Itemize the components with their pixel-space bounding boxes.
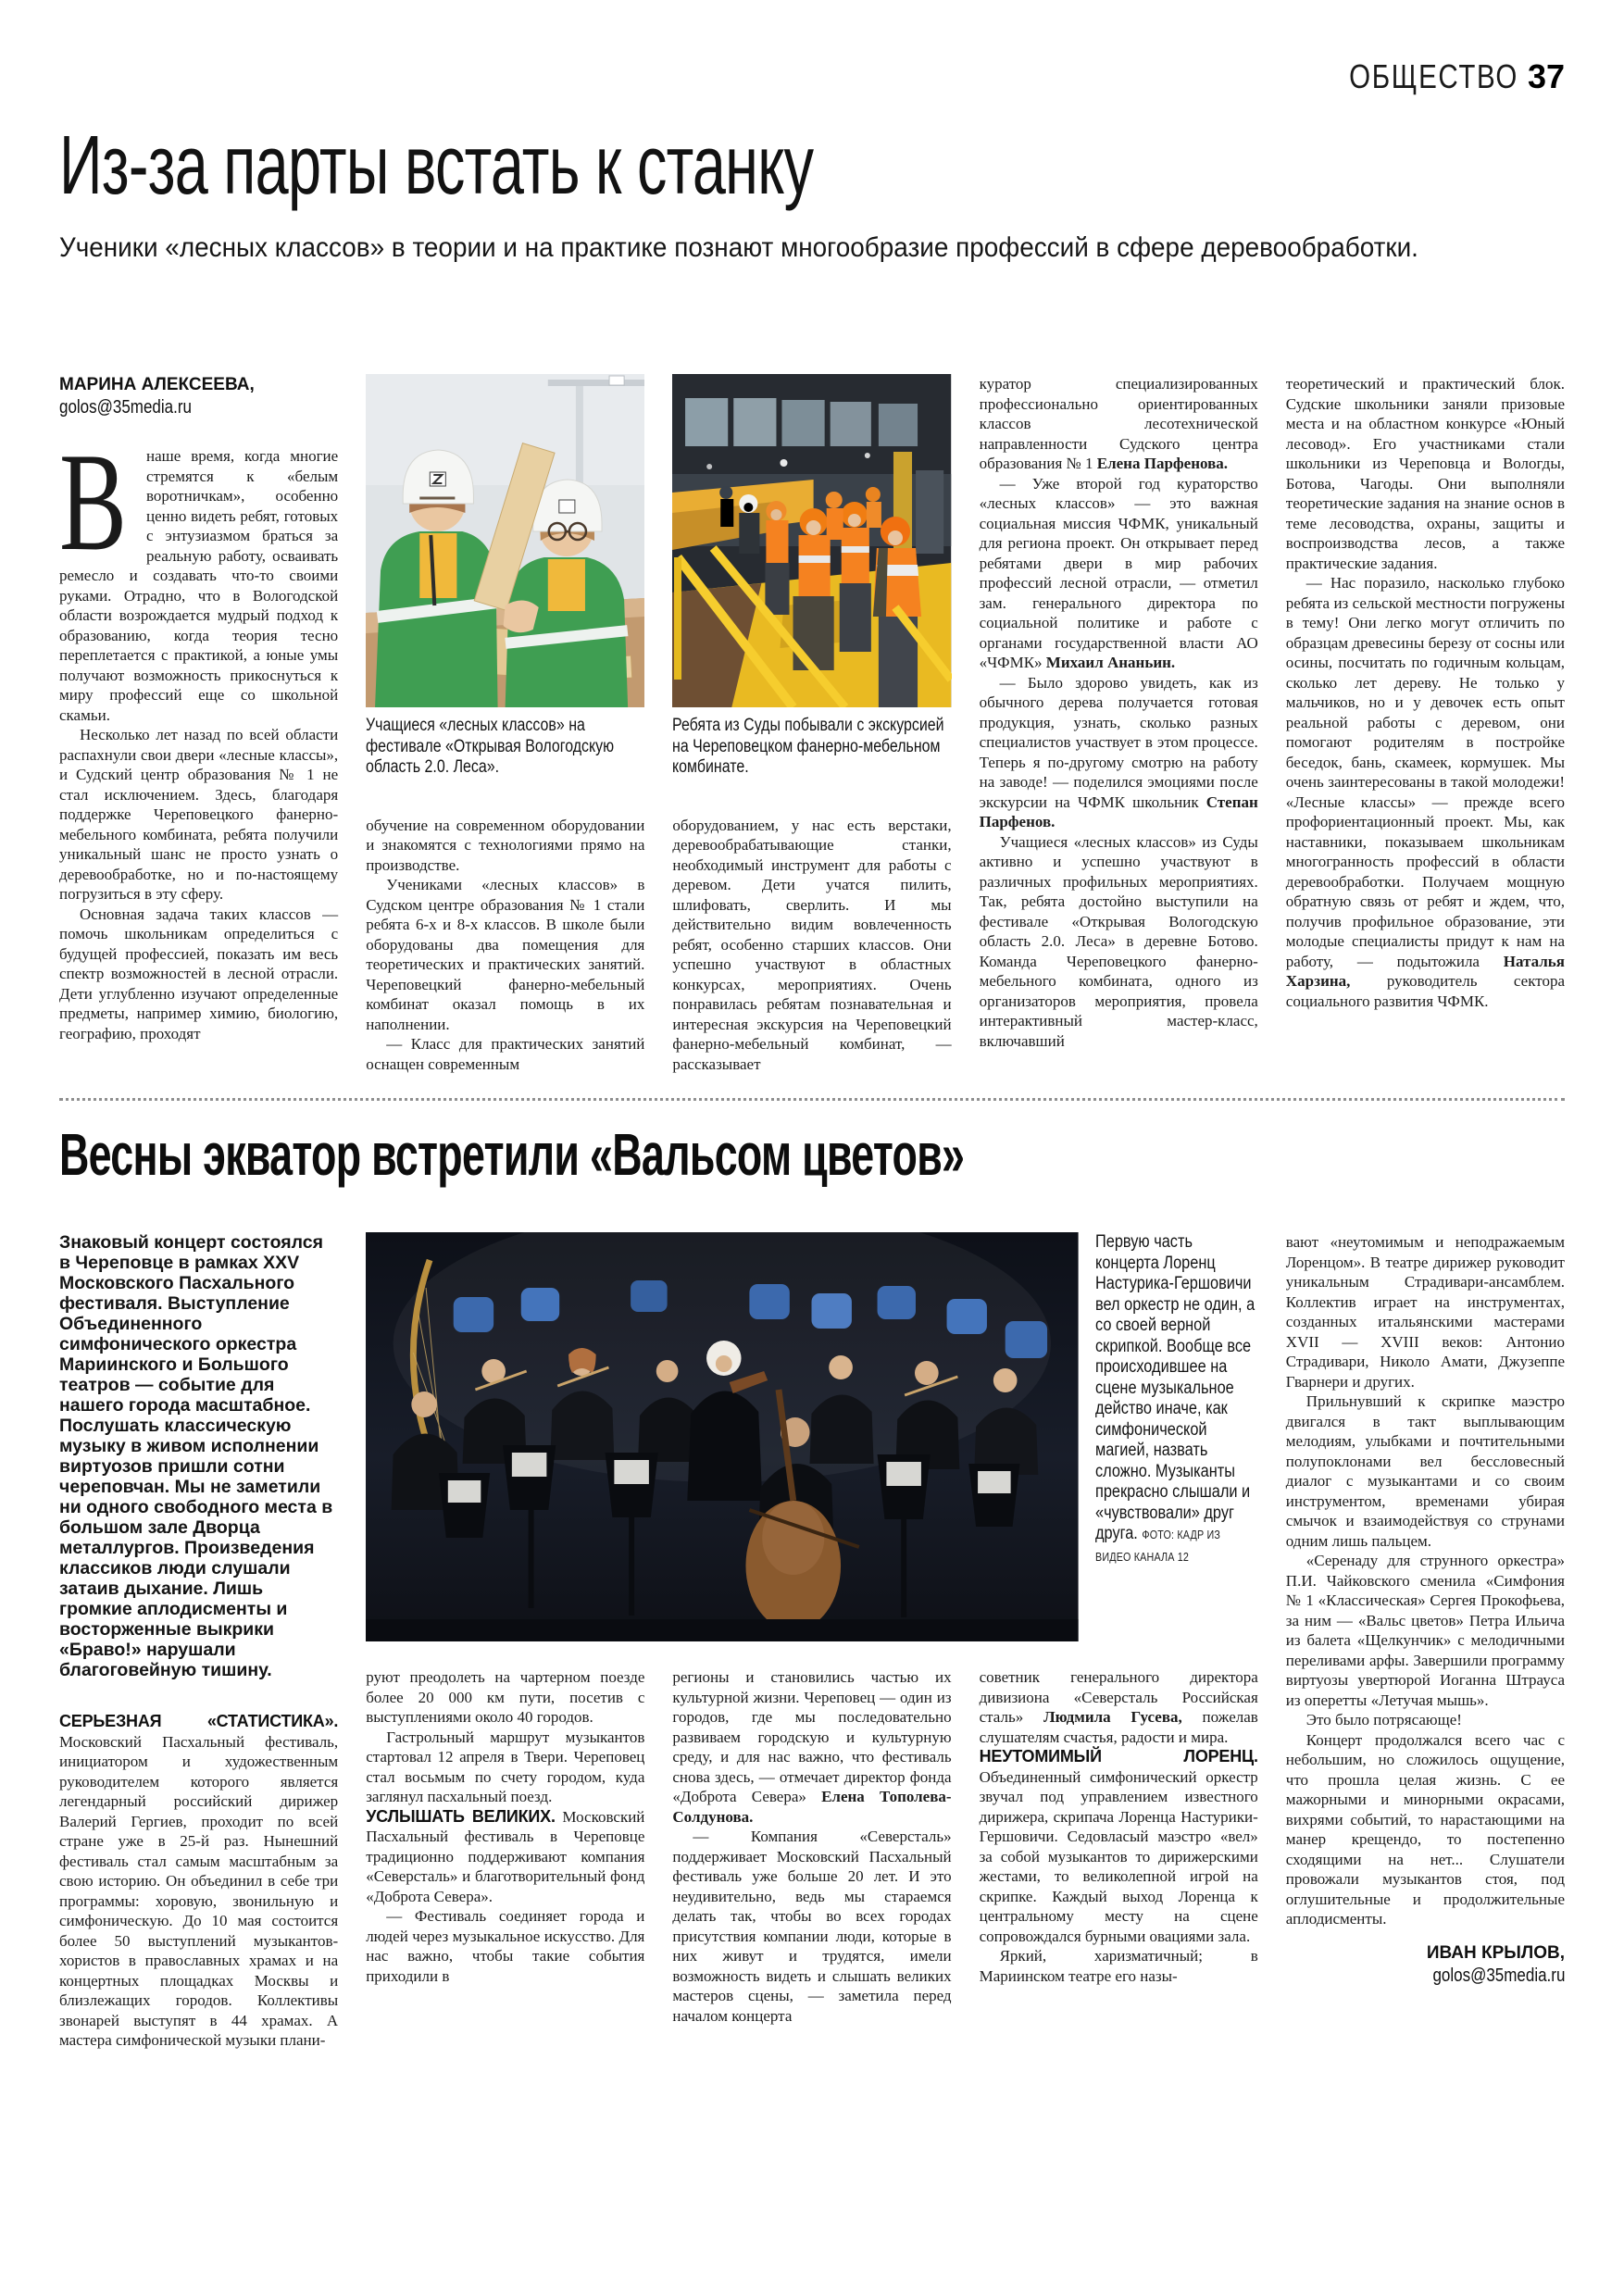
page-header (59, 57, 1565, 98)
person-name: Степан Парфенов. (979, 792, 1258, 830)
article2-mid-columns (366, 1667, 1258, 2026)
photo1-caption: Учащиеся «лесных классов» на фестивале «Открывая Вологодскую область 2.0. Леса». (366, 716, 615, 777)
article1-col4 (980, 374, 1258, 1074)
byline-author: МАРИНА АЛЕКСЕЕВА, (59, 375, 255, 394)
article2-col1 (59, 1232, 338, 2051)
article2-lede: Знаковый концерт состоялся в Череповце в рамках XXV Московского Пасхального фестиваля. Выступление Объединенного симфонического оркестра Мариинского и Большого театров — событие для нашего города масштабное. Послушать классическую музыку в живом исполнении виртуозов пришли сотни череповчан. Мы не заметили ни одного свободного места в большом зале Дворца металлургов. Произведения классиков люди слушали затаив дыхание. Лишь громкие аплодисменты и восторженные выкрики «Браво!» нарушали благоговейную тишину. (59, 1232, 333, 1680)
photo-orchestra-concert (366, 1232, 1079, 1641)
subhead-hear-the-greats: УСЛЫШАТЬ ВЕЛИКИХ. (366, 1806, 556, 1826)
body-paragraph: теоретический и практический блок. Судские школьники заняли призовые места и на областном конкурсе «Юный лесовод». Его участниками стали школьники из Череповца и Вологды, Ботова, Чагоды. Они выполняли теоретические задания на знание основ в теме лесоводства, охраны, защиты и воспроизводства лесов, а также практические задания. (1285, 375, 1565, 572)
person-name: Наталья Харзина, (1285, 952, 1565, 990)
body-paragraph: куратор специализированных профессионально ориентированных классов лесотехнической направленности Судского центра образования № 1 Елена Парфенова. (979, 375, 1258, 472)
person-name: Елена Парфенова. (1096, 455, 1229, 472)
body-paragraph: оборудованием, у нас есть верстаки, деревообрабатывающие станки, необходимый инструмент для работы с деревом. Дети учатся пилить, шлифовать, сверлить. И мы действительно видим вовлеченность ребят, особенно старших классов. Они успешно участвуют в областных конкурсах, мероприятиях. Очень понравилась ребятам познавательная и интересная экскурсия на Череповецкий фанерно-мебельный комбинат, — рассказывает (672, 816, 952, 1073)
photo2-caption: Ребята из Суды побывали с экскурсией на Череповецком фанерно-мебельном комбинате. (672, 716, 944, 777)
photo-credit: ФОТО: КАДР ИЗ ВИДЕО КАНАЛА 12 (1094, 1529, 1220, 1564)
article1-columns (59, 374, 1565, 1074)
photo-factory-excursion (672, 374, 951, 707)
photo-forest-class-students (366, 374, 644, 707)
subhead-tireless-lorenz: НЕУТОМИМЫЙ ЛОРЕНЦ. (979, 1747, 1258, 1766)
orchestra-photo (366, 1232, 1079, 1641)
person-name: Людмила Гусева, (1043, 1708, 1182, 1726)
article1-col2 (366, 374, 644, 1074)
article2-col4 (980, 1667, 1258, 2026)
body-paragraph: Концерт продолжался всего час с небольшим, но сложилось ощущение, что прошла целая жизнь. С ее мажорными и минорными окрасами, вихрями событий, то нарастающими на манер крещендо, то постепенно сходящими на нет... Слушатели провожали музыкантов стоя, под оглушительные и продолжительные аплодисменты. (1285, 1730, 1565, 1928)
body-paragraph: регионы и становились частью их культурной жизни. Череповец — один из городов, где мы последовательно развиваем городскую и культурную среду, и для нас важно, что фестиваль снова здесь, — отмечает директор фонда «Доброта Севера» Елена Тополева-Солдунова. (672, 1668, 952, 1826)
article-forest-classes (59, 119, 1565, 1074)
body-paragraph: Гастрольный маршрут музыкантов стартовал 12 апреля в Твери. Череповец стал восьмым по счету городом, куда заглянул пасхальный поезд. (366, 1728, 645, 1805)
page-number: 37 (1527, 57, 1565, 95)
article2-col2 (366, 1667, 644, 2026)
factory-tour-photo (672, 374, 951, 707)
forest-class-photo (366, 374, 644, 707)
article2-columns (59, 1232, 1565, 2051)
body-paragraph: СЕРЬЕЗНАЯ «СТАТИСТИКА». Московский Пасхальный фестиваль, инициатором и художественным руководителем которого является легендарный российский дирижер Валерий Гергиев, проходит по всей стране уже в 25-й раз. Нынешний фестиваль стал самым масштабным за свою историю. Он объединил в себе три программы: хоровую, звонильную и симфоническую. До 10 мая состоится более 50 выступлений музыкантов-хористов в православных храмах и на концертных площадках Москвы и близлежащих городов. Коллективы звонарей выступят в 44 храмах. А мастера симфонической музыки плани- (59, 1712, 339, 2049)
body-paragraph: Яркий, харизматичный; в Мариинском театре его назы- (979, 1947, 1258, 1985)
body-paragraph: Это было потрясающе! (1305, 1711, 1462, 1728)
body-paragraph: руют преодолеть на чартерном поезде более 20 000 км пути, посетив с выступлениями около 40 городов. (366, 1668, 645, 1726)
article1-headline: Из-за парты встать к станку (59, 119, 814, 212)
article1-deck: Ученики «лесных классов» в теории и на практике познают многообразие профессий в сфере деревообработки. (59, 232, 1418, 263)
byline-email: golos@35media.ru (59, 397, 192, 418)
body-paragraph: — Класс для практических занятий оснащен современным (366, 1035, 645, 1073)
article2-byline (1286, 1942, 1565, 1987)
body-paragraph: вают «неутомимым и неподражаемым Лоренцом». В театре дирижер руководит уникальным Страдивари-ансамблем. Коллектив играет на инструментах, созданных итальянскими мастерами XVII — XVIII веков: Антонио Страдивари, Николо Амати, Джузеппе Гварнери и других. (1285, 1233, 1565, 1391)
body-paragraph: «Серенаду для струнного оркестра» П.И. Чайковского сменила «Симфония № 1 «Классическая» Сергея Прокофьева, за ним — «Вальс цветов» Петра Ильича из балета «Щелкунчик» с мелодичными переливами арфы. Завершили программу виртуозы увертюрой Иоганна Штрауса из оперетты «Летучая мышь». (1285, 1552, 1565, 1709)
article1-col1 (59, 374, 338, 1074)
body-paragraph: НЕУТОМИМЫЙ ЛОРЕНЦ. Объединенный симфонический оркестр звучал под управлением известного дирижера, скрипача Лоренца Настурики-Гершовичи. Седовласый маэстро «вел» за собой музыкантов то дирижерскими жестами, то великолепной игрой на скрипке. Каждый выход Лоренца к центральному месту на сцене сопровождался бурными овациями зала. (979, 1747, 1258, 1945)
body-paragraph: — Компания «Северсталь» поддерживает Московский Пасхальный фестиваль уже больше 20 лет. И это неудивительно, ведь мы стараемся делать так, чтобы во всех городах присутствия компании люди, которые в них живут и трудятся, имели возможность видеть и слышать великих мастеров сцены, — заметила перед началом концерта (672, 1828, 952, 2025)
article1-col3 (672, 374, 951, 1074)
body-paragraph: обучение на современном оборудовании и знакомятся с технологиями прямо на производстве. (366, 816, 645, 874)
subhead-statistics: СЕРЬЕЗНАЯ «СТАТИСТИКА». (59, 1712, 339, 1730)
body-paragraph: УСЛЫШАТЬ ВЕЛИКИХ. Московский Пасхальный фестиваль в Череповце традиционно поддерживают компания «Северсталь» и благотворительный фонд «Доброта Севера». (366, 1806, 645, 1905)
person-name: Михаил Ананьин. (1045, 654, 1176, 671)
body-paragraph: Основная задача таких классов — помочь школьникам определиться с будущей профессией, показать им весь спектр возможностей в лесной отрасли. Дети углубленно изучают определенные предметы, например химию, биологию, географию, проходят (59, 905, 339, 1042)
article2-col5 (1286, 1232, 1565, 2051)
article2-col3 (672, 1667, 951, 2026)
body-paragraph: В наше время, когда многие стремятся к «белым воротничкам», особенно ценно видеть ребят, готовых с энтузиазмом браться за реальную работу, осваивать ремесло и создавать что-то своими руками. Отрадно, что в Вологодской области возрождается мудрый подход к образованию, когда теория тесно переплетается с практикой, а юные умы получают возможность прикоснуться к миру профессий еще со школьной скамьи. (59, 424, 339, 724)
byline-author: ИВАН КРЫЛОВ, (1426, 1942, 1565, 1963)
body-paragraph: — Уже второй год кураторство «лесных классов» — это важная социальная миссия ЧФМК, уникальный для региона проект. Он открывает перед ребятами двери в мир рабочих профессий лесной отрасли, — отметил зам. генерального директора по социальной политике и работе с органами государственной власти АО «ЧФМК» Михаил Ананьин. (979, 474, 1258, 671)
body-paragraph: Учащиеся «лесных классов» из Суды активно и успешно участвуют в различных профильных мероприятиях. Так, ребята достойно выступили на фестивале «Открывая Вологодскую область 2.0. Леса» в деревне Ботово. Команда Череповецкого фанерно-мебельного комбината, одного из организаторов мероприятия, провела интерактивный мастер-класс, включавший (979, 832, 1258, 1050)
person-name: Елена Тополева-Солдунова. (672, 1788, 952, 1826)
byline-email: golos@35media.ru (1432, 1965, 1565, 1986)
body-paragraph: Учениками «лесных классов» в Судском центре образования № 1 стали ребята 6-х и 8-х классов. В школе были оборудованы два помещения для теоретических и практических занятий. Череповецкий фанерно-мебельный комбинат оказал помощь в их наполнении. (366, 876, 645, 1033)
drop-cap: В (59, 424, 128, 580)
body-paragraph: Прильнувший к скрипке маэстро двигался в такт выплывающим мелодиям, улыбками и почтительными полупоклонами вел бессловесный диалог с музыкантами и со своим инструментом, временами убирая смычок и взаимодействуя со струнами одним лишь пальцем. (1285, 1392, 1565, 1550)
article-separator (59, 1098, 1565, 1101)
body-paragraph: — Нас поразило, насколько глубоко ребята из сельской местности погружены в тему! Они легко могут отличить по образцам древесины березу от сосны или осины, посчитать по годичным кольцам, сколько лет дереву. Не только у мальчиков, но и у девочек есть опыт реальной работы с деревом, они помогают родителям в постройке беседок, бань, скамеек, кормушек. Мы очень заинтересованы в такой молодежи! «Лесные классы» — прежде всего профориентационный проект. Мы, как наставники, показываем школьникам многогранность профессий в области деревообработки. Получаем мощную обратную связь от ребят и ждем, что, получив профильное образование, эти молодые специалисты придут к нам на работу, — подытожила Наталья Харзина, руководитель сектора социального развития ЧФМК. (1285, 574, 1565, 1010)
body-paragraph: Несколько лет назад по всей области распахнули свои двери «лесные классы», и Судский центр образования № 1 не стал исключением. Здесь, благодаря поддержке Череповецкого фанерно-мебельного комбината, ребята получили уникальный шанс не просто узнать о деревообработке, но и по-настоящему погрузиться в эту сферу. (59, 726, 339, 903)
body-paragraph: советник генерального директора дивизиона «Северсталь Российская сталь» Людмила Гусева, пожелав слушателям счастья, радости и мира. (979, 1668, 1258, 1746)
byline (59, 374, 338, 418)
section-label: ОБЩЕСТВО (1349, 57, 1518, 95)
body-paragraph: — Было здорово увидеть, как из обычного дерева получается готовая продукция, узнать, сколько разных специалистов участвует в этом процессе. Теперь я по-другому смотрю на работу на заводе! — поделился эмоциями после экскурсии на ЧФМК школьник Степан Парфенов. (979, 673, 1258, 830)
body-paragraph: — Фестиваль соединяет города и людей через музыкальное искусство. Для нас важно, чтобы такие события приходили в (366, 1907, 645, 1985)
orchestra-photo-row (366, 1232, 1258, 1641)
article2-headline: Весны экватор встретили «Вальсом цветов» (59, 1121, 965, 1188)
article1-col5 (1286, 374, 1565, 1074)
article2-middle (366, 1232, 1258, 2051)
orchestra-photo-caption: Первую часть концерта Лоренц Настурика-Гершовичи вел оркестр не один, а со своей верной скрипкой. Вообще все происходившее на сцене музыкальное действо иначе, как симфонической магией, назвать сложно. Музыканты прекрасно слышали и «чувствовали» друг друга. ФОТО: КАДР ИЗ ВИДЕО КАНАЛА 12 (1094, 1232, 1255, 1564)
article-easter-festival-concert (59, 1121, 1565, 2051)
